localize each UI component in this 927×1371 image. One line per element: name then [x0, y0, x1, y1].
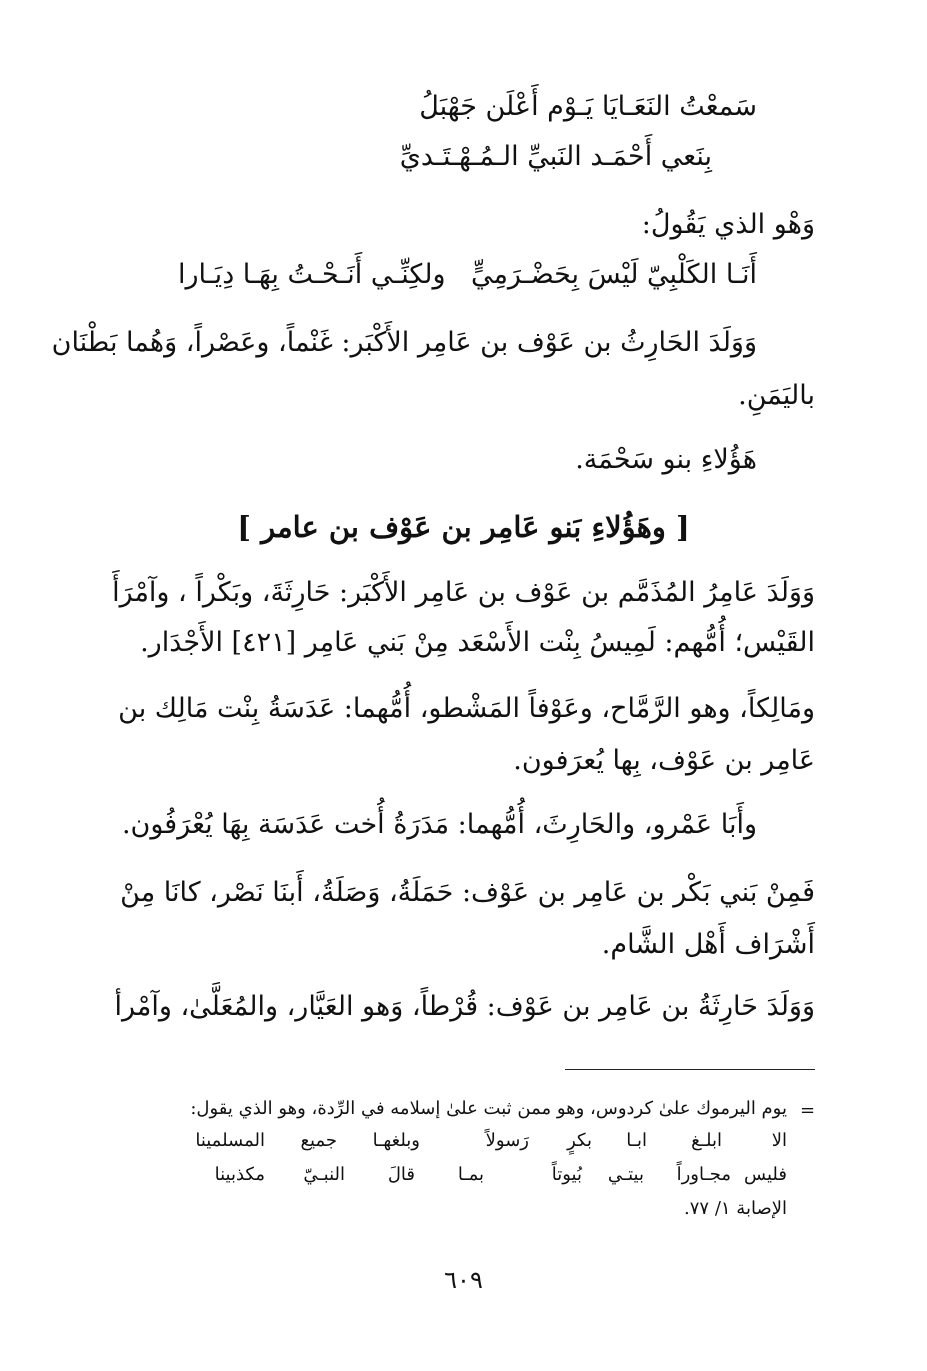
para3-line1: وَوَلَدَ عَامِرُ المُذَمَّم بن عَوْف بن عَامِر الأَكْبَر: حَارِثَةَ، وبَكْراً ، وآمْرَأَ	[112, 577, 815, 608]
footnote-verse1-word: جميع	[300, 1130, 337, 1151]
footnote-source: الإصابة ١/ ٧٧.	[684, 1198, 787, 1219]
footnote-separator	[565, 1069, 815, 1070]
para1-line1: وَوَلَدَ الحَارِثُ بن عَوْف بن عَامِر الأَكْبَر: غَنْماً، وعَصْراً، وَهُما بَطْنَان	[51, 327, 757, 358]
footnote-verse2-word: مجـاوراً	[676, 1164, 731, 1185]
footnote-verse1-word: ابـا	[626, 1130, 647, 1151]
section-heading: [ وهَؤُلاءِ بَنو عَامِر بن عَوْف بن عامر ]	[237, 510, 690, 544]
footnote-line1: يوم اليرموك علىٰ كردوس، وهو ممن ثبت علىٰ إسلامه في الرِّدة، وهو الذي يقول:	[190, 1098, 787, 1119]
footnote-verse2-word: مكذبينا	[214, 1164, 265, 1185]
footnote-verse2-word: قالَ	[387, 1164, 415, 1185]
footnote-verse1-word: المسلمينا	[195, 1130, 265, 1151]
footnote-verse2	[0, 1164, 927, 1190]
footnote-verse1-word: رَسولاً	[485, 1130, 529, 1151]
footnote-verse2-word: النبـيّ	[303, 1164, 345, 1185]
para5: وأَبَا عَمْرو، والحَارِثَ، أُمُّهما: مَدَرَةُ أُخت عَدَسَة بِهَا يُعْرَفُون.	[121, 809, 757, 840]
para2: هَؤُلاءِ بنو سَحْمَة.	[575, 444, 757, 475]
footnote-verse2-word: بمـا	[457, 1164, 484, 1185]
poem2-hemistich-right: أَنَـا الكَلْبِيّ لَيْسَ بِحَضْـرَمِيٍّ	[470, 259, 757, 290]
para6-line2: أَشْرَاف أَهْل الشَّام.	[601, 929, 815, 960]
footnote-verse1-word: وبلغهـا	[372, 1130, 420, 1151]
footnote-verse1-word: الا	[771, 1130, 787, 1151]
footnote-marker: =	[800, 1100, 816, 1121]
footnote-verse1-word: بكرٍ	[567, 1130, 592, 1151]
poem2-intro: وَهْو الذي يَقُولُ:	[641, 209, 815, 240]
footnote-verse1-word: ابلـغ	[691, 1130, 722, 1151]
footnote-verse1	[0, 1130, 927, 1156]
footnote-verse2-word: بُيوتاً	[551, 1164, 582, 1185]
para1-line2: باليَمَنِ.	[738, 380, 815, 411]
para3-line2: القَيْس؛ أُمُّهم: لَمِيسُ بِنْت الأَسْعَد مِنْ بَني عَامِر [٤٢١] الأَجْدَار.	[140, 627, 815, 658]
para4-line2: عَامِر بن عَوْف، بِها يُعرَفون.	[513, 745, 815, 776]
para7: وَوَلَدَ حَارِثَةُ بن عَامِر بن عَوْف: قُرْطاً، وَهو العَيَّار، والمُعَلَّىٰ، وآمْرأ	[114, 991, 815, 1022]
poem1-line1: سَمعْتُ النَعَـايَا يَـوْم أَعْلَن جَهْبَلُ	[419, 91, 757, 122]
footnote-verse2-word: فليس	[744, 1164, 787, 1185]
poem1-line2: بِنَعي أَحْمَـد النَبيِّ الـمُـهْـتَـديِّ	[399, 141, 712, 172]
para6-line1: فَمِنْ بَني بَكْر بن عَامِر بن عَوْف: حَمَلَةُ، وَصَلَةُ، أَبنَا نَصْر، كانَا مِنْ	[120, 877, 815, 908]
poem2-hemistich-left: ولكِنِّـي أَنَـحْـتُ بِهَـا دِيَـارا	[178, 259, 446, 290]
footnote-verse2-word: بيتـي	[607, 1164, 644, 1185]
page-number: ٦٠٩	[444, 1266, 483, 1294]
para4-line1: ومَالِكاً، وهو الرَّمَّاح، وعَوْفاً المَشْطو، أُمُّهما: عَدَسَةُ بِنْت مَالِك بن	[118, 693, 815, 724]
